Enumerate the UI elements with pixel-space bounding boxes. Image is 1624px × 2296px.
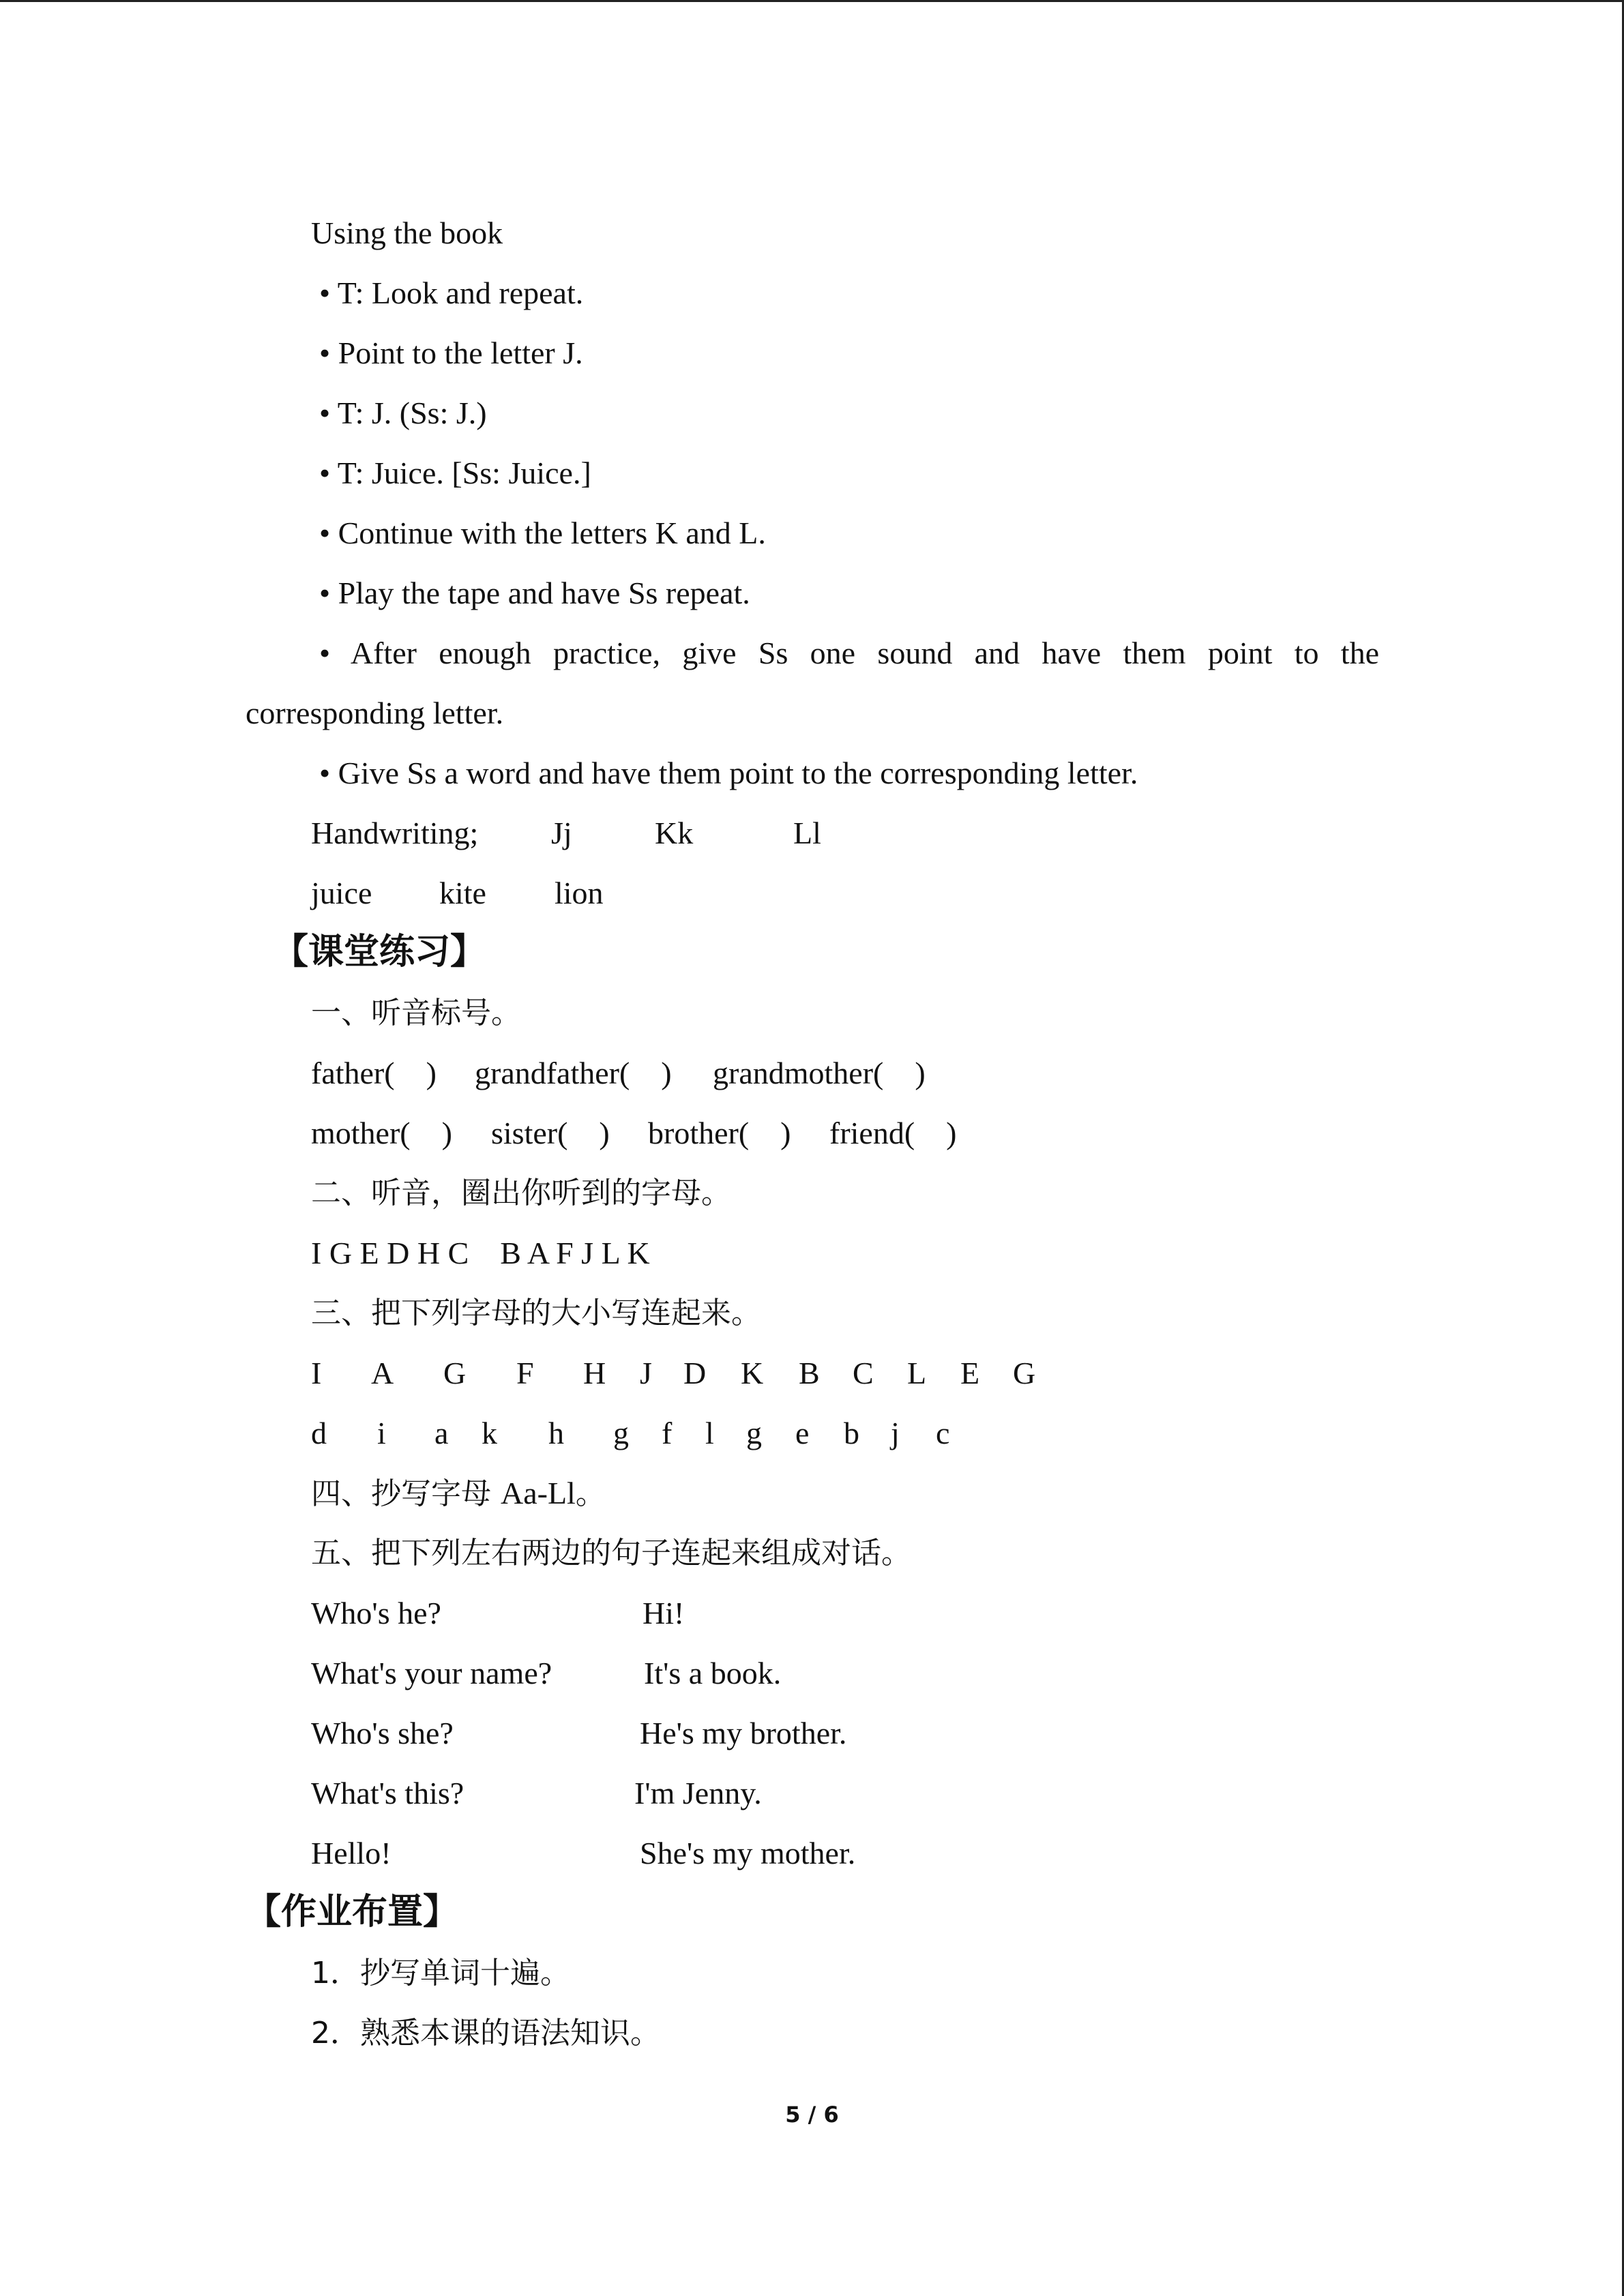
q1-word: grandfather( ) — [475, 1056, 672, 1090]
handwriting-word: juice — [311, 876, 372, 910]
q5-right-sentence: He's my brother. — [640, 1716, 847, 1750]
q3-lower-letter: d — [311, 1416, 327, 1450]
q3-upper-letter: E — [960, 1356, 980, 1390]
q4-title-end: 。 — [575, 1476, 606, 1511]
q3-upper-letter: K — [741, 1356, 764, 1390]
q3-upper-letter: C — [853, 1356, 874, 1390]
handwriting-word: lion — [555, 876, 604, 910]
handwriting-word: kite — [439, 876, 486, 910]
step-item-long-continued: corresponding letter. — [246, 696, 504, 730]
step-item: • T: Look and repeat. — [319, 275, 584, 310]
handwriting-letter: Jj — [551, 816, 572, 850]
q4-title-en: Aa-Ll — [501, 1476, 576, 1510]
step-item: • Continue with the letters K and L. — [319, 516, 766, 550]
q3-lower-letter: i — [377, 1416, 386, 1450]
handwriting-letter: Ll — [793, 816, 821, 850]
step-item: • Play the tape and have Ss repeat. — [319, 576, 750, 610]
q5-right-sentence: Hi! — [643, 1596, 685, 1630]
q5-left-sentence: Hello! — [311, 1836, 392, 1870]
q3-upper-letter: L — [907, 1356, 927, 1390]
question-2-title: 二、听音，圈出你听到的字母。 — [311, 1176, 731, 1210]
q1-word: friend( ) — [829, 1116, 957, 1150]
q1-word: brother( ) — [648, 1116, 791, 1150]
handwriting-letter: Kk — [655, 816, 694, 850]
question-5-title: 五、把下列左右两边的句子连起来组成对话。 — [311, 1536, 911, 1570]
q3-upper-letter: H — [583, 1356, 606, 1390]
q3-upper-letter: B — [799, 1356, 820, 1390]
q3-upper-letter: D — [683, 1356, 707, 1390]
q3-upper-letter: J — [640, 1356, 652, 1390]
q5-left-sentence: What's this? — [311, 1776, 464, 1810]
q5-left-sentence: What's your name? — [311, 1656, 552, 1690]
q3-lower-letter: a — [434, 1416, 449, 1450]
question-1-title: 一、听音标号。 — [311, 996, 521, 1030]
q3-upper-letter: A — [371, 1356, 394, 1390]
q1-word: grandmother( ) — [713, 1056, 926, 1090]
page-number: 5 / 6 — [785, 2102, 839, 2128]
page-top-border — [0, 0, 1624, 2]
step-item: • Point to the letter J. — [319, 336, 583, 370]
q3-lower-letter: l — [705, 1416, 714, 1450]
homework-item: 1．抄写单词十遍。 — [311, 1956, 570, 1991]
homework-heading: 【作业布置】 — [246, 1892, 459, 1933]
practice-heading: 【课堂练习】 — [273, 931, 486, 972]
q1-word: father( ) — [311, 1056, 437, 1090]
q3-lower-letter: e — [795, 1416, 810, 1450]
q3-upper-letter: I — [311, 1356, 322, 1390]
q1-word: mother( ) — [311, 1116, 452, 1150]
step-item-long: • After enough practice, give Ss one sound and have them point to the — [319, 636, 1379, 670]
q3-lower-letter: g — [613, 1416, 629, 1450]
q3-lower-letter: f — [662, 1416, 673, 1450]
q1-word: sister( ) — [491, 1116, 610, 1150]
q3-lower-letter: h — [548, 1416, 564, 1450]
q3-lower-letter: j — [891, 1416, 900, 1450]
question-3-title: 三、把下列字母的大小写连起来。 — [311, 1296, 761, 1330]
q5-left-sentence: Who's he? — [311, 1596, 441, 1630]
q3-lower-letter: k — [482, 1416, 497, 1450]
q5-right-sentence: She's my mother. — [640, 1836, 856, 1870]
question-4-title — [311, 1474, 606, 1513]
q3-lower-letter: b — [844, 1416, 859, 1450]
q5-right-sentence: It's a book. — [644, 1656, 782, 1690]
step-item: • T: Juice. [Ss: Juice.] — [319, 456, 591, 490]
step-item: • T: J. (Ss: J.) — [319, 396, 487, 430]
q5-right-sentence: I'm Jenny. — [634, 1776, 762, 1810]
q3-upper-letter: F — [516, 1356, 534, 1390]
q3-lower-letter: g — [746, 1416, 762, 1450]
q3-upper-letter: G — [1013, 1356, 1036, 1390]
handwriting-label: Handwriting; — [311, 816, 479, 850]
q3-lower-letter: c — [936, 1416, 950, 1450]
q2-letters: I G E D H C B A F J L K — [311, 1236, 650, 1270]
section-intro: Using the book — [311, 215, 503, 250]
q4-title-cn: 四、抄写字母 — [311, 1476, 501, 1511]
q5-left-sentence: Who's she? — [311, 1716, 454, 1750]
q3-upper-letter: G — [443, 1356, 467, 1390]
step-item: • Give Ss a word and have them point to the corresponding letter. — [319, 756, 1138, 790]
homework-item: 2．熟悉本课的语法知识。 — [311, 2016, 660, 2051]
